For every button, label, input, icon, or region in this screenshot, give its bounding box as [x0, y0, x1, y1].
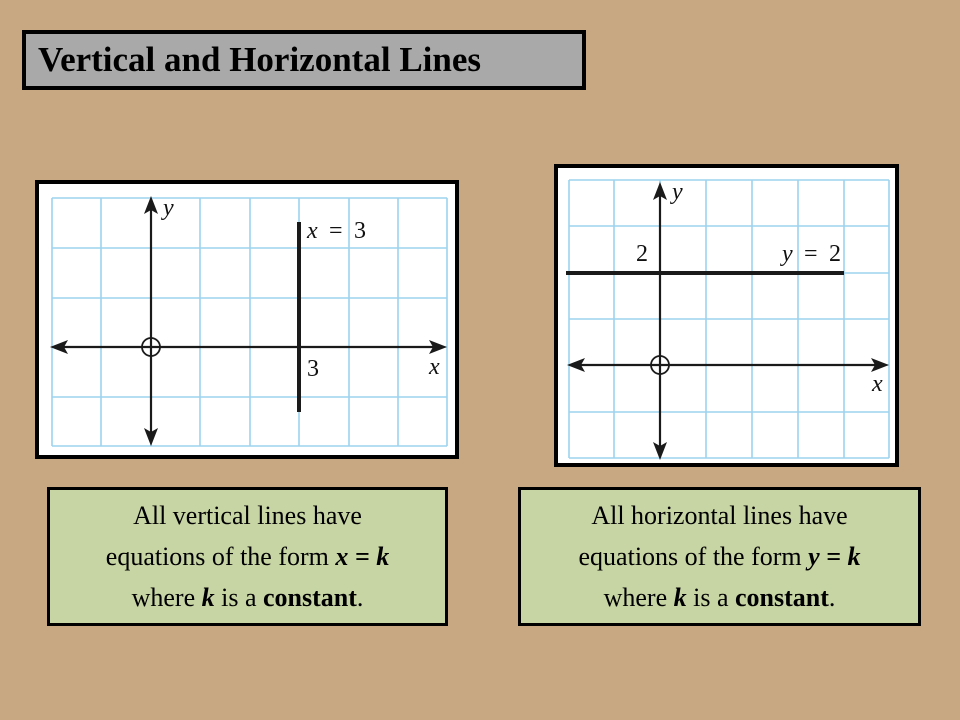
- line-label-value: 2: [829, 241, 841, 267]
- x-axis: [50, 340, 447, 354]
- line-label-equals: =: [329, 218, 343, 244]
- x-intercept-label: 3: [307, 356, 319, 382]
- caption-period: .: [356, 583, 364, 612]
- caption-text: where: [603, 583, 674, 612]
- vertical-line-graph-svg: [39, 184, 455, 455]
- vertical-lines-caption: [47, 487, 448, 626]
- x-axis: [567, 358, 889, 372]
- caption-text: equations of the form: [105, 542, 336, 571]
- caption-line-3: [604, 577, 836, 618]
- caption-constant: constant: [263, 583, 357, 612]
- vertical-line-graph: [35, 180, 459, 459]
- line-label-equals: =: [804, 241, 818, 267]
- line-label-variable: x: [307, 218, 318, 244]
- horizontal-lines-caption: [518, 487, 921, 626]
- line-label-variable: y: [782, 241, 793, 267]
- caption-constant: constant: [735, 583, 829, 612]
- caption-k: k: [673, 583, 687, 612]
- caption-line-1: All vertical lines have: [133, 501, 362, 530]
- y-axis: [653, 182, 667, 460]
- caption-line-1: All horizontal lines have: [591, 501, 848, 530]
- caption-text: is a: [686, 583, 735, 612]
- grid: [569, 180, 889, 458]
- line-label-value: 3: [354, 218, 366, 244]
- title-banner: [22, 30, 586, 90]
- horizontal-line-graph: [554, 164, 899, 467]
- y-axis: [144, 196, 158, 446]
- y-axis-label: y: [163, 195, 174, 221]
- x-axis-label: x: [872, 371, 883, 397]
- grid: [52, 198, 447, 446]
- caption-text: equations of the form: [578, 542, 809, 571]
- caption-line-3: [132, 577, 364, 618]
- horizontal-line-graph-svg: [558, 168, 895, 463]
- caption-equation: x = k: [335, 542, 390, 571]
- caption-equation: y = k: [808, 542, 861, 571]
- caption-line-2: [106, 536, 389, 577]
- caption-line-2: [579, 536, 861, 577]
- x-axis-label: x: [429, 354, 440, 380]
- caption-k: k: [201, 583, 215, 612]
- y-intercept-label: 2: [636, 241, 648, 267]
- caption-period: .: [828, 583, 836, 612]
- caption-text: where: [131, 583, 202, 612]
- caption-text: is a: [214, 583, 263, 612]
- page-title: Vertical and Horizontal Lines: [38, 40, 482, 79]
- y-axis-label: y: [672, 179, 683, 205]
